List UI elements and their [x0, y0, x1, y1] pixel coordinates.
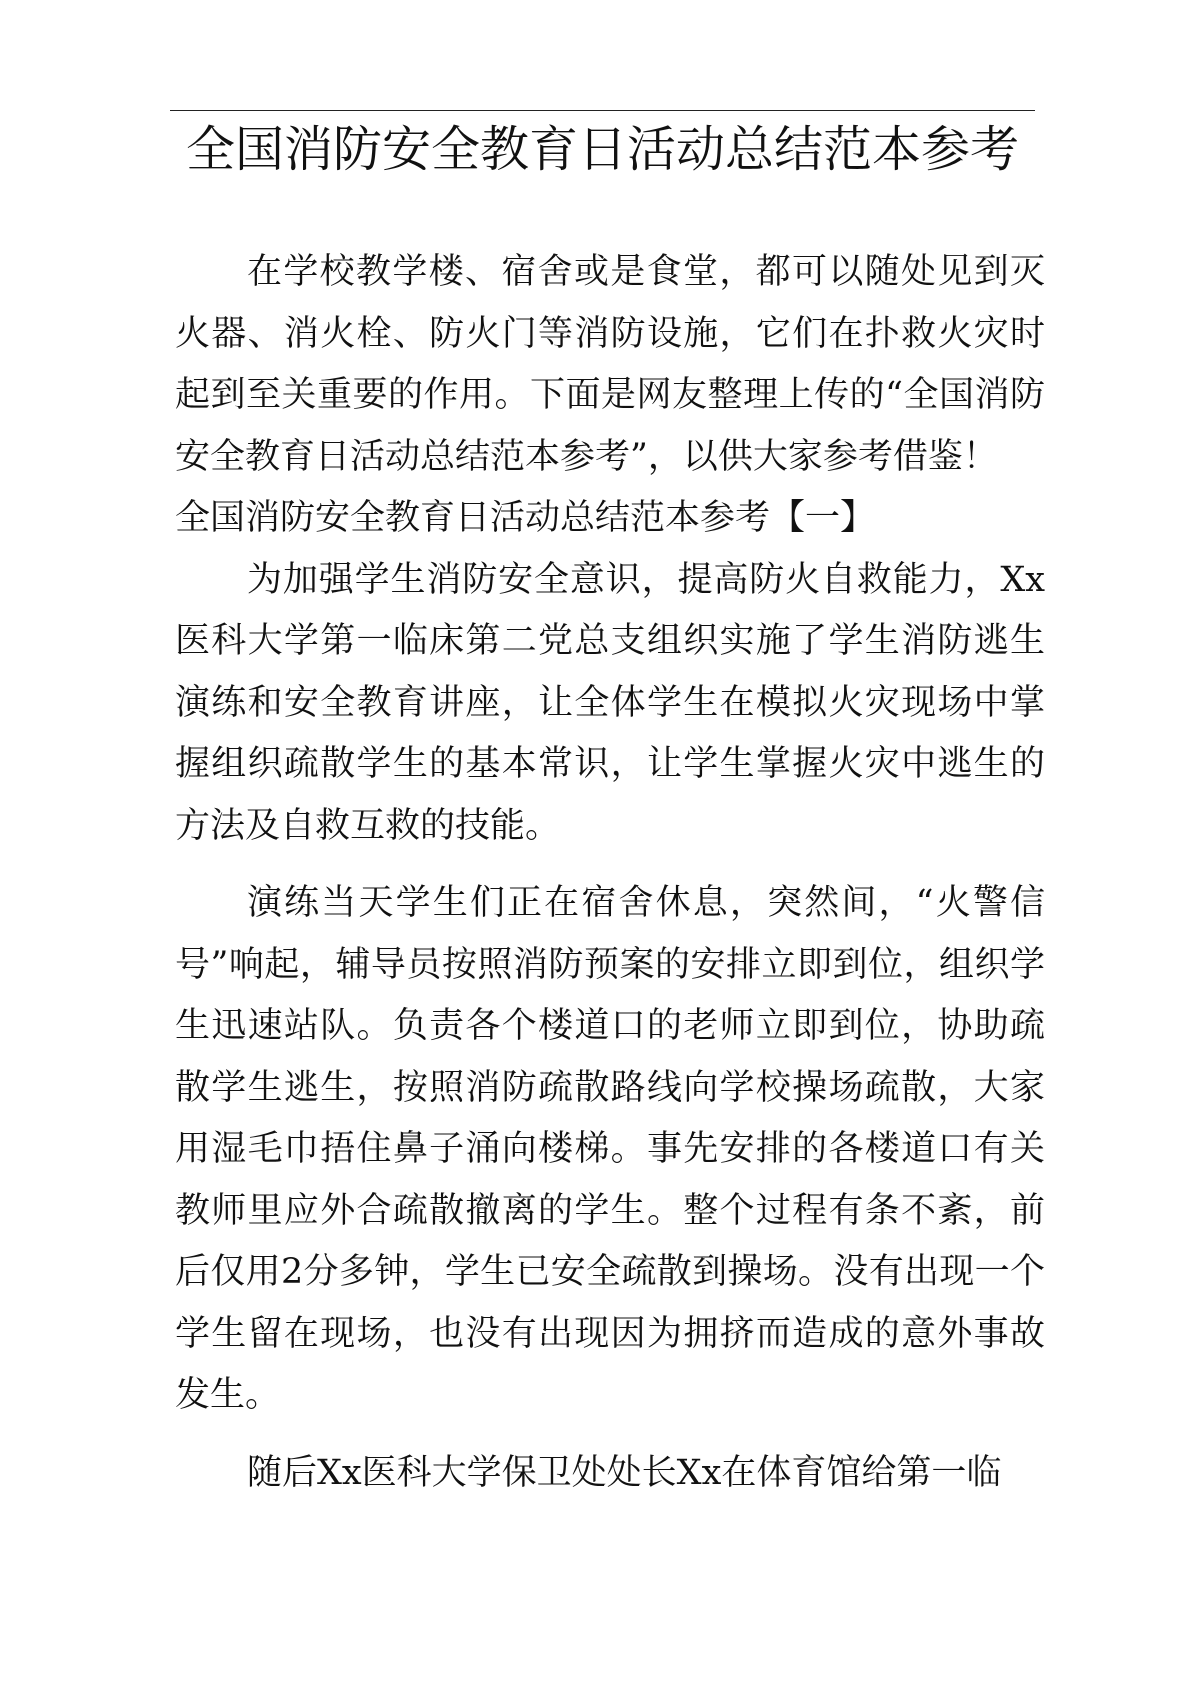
document-body: [175, 242, 1045, 1504]
page-title: 全国消防安全教育日活动总结范本参考: [185, 121, 1019, 178]
body-paragraph-3: 随后Xx医科大学保卫处处长Xx在体育馆给第一临: [247, 1452, 1002, 1493]
intro-paragraph: 在学校教学楼、宿舍或是食堂，都可以随处见到灭火器、消火栓、防火门等消防设施，它们在扑救火灾时起到至关重要的作用。下面是网友整理上传的“全国消防安全教育日活动总结范本参考”，以供大家参考借鉴！: [175, 252, 1045, 477]
body-paragraph-2: 演练当天学生们正在宿舍休息，突然间，“火警信号”响起，辅导员按照消防预案的安排立即到位，组织学生迅速站队。负责各个楼道口的老师立即到位，协助疏散学生逃生，按照消防疏散路线向学校操场疏散，大家用湿毛巾捂住鼻子涌向楼梯。事先安排的各楼道口有关教师里应外合疏散撤离的学生。整个过程有条不紊，前后仅用2分多钟，学生已安全疏散到操场。没有出现一个学生留在现场，也没有出现因为拥挤而造成的意外事故发生。: [175, 883, 1045, 1415]
header-rule: [170, 110, 1035, 111]
section-heading: 全国消防安全教育日活动总结范本参考【一】: [175, 498, 876, 538]
body-paragraph-1: 为加强学生消防安全意识，提高防火自救能力，Xx医科大学第一临床第二党总支组织实施了学生消防逃生演练和安全教育讲座，让全体学生在模拟火灾现场中掌握组织疏散学生的基本常识，让学生掌握火灾中逃生的方法及自救互救的技能。: [175, 559, 1045, 846]
